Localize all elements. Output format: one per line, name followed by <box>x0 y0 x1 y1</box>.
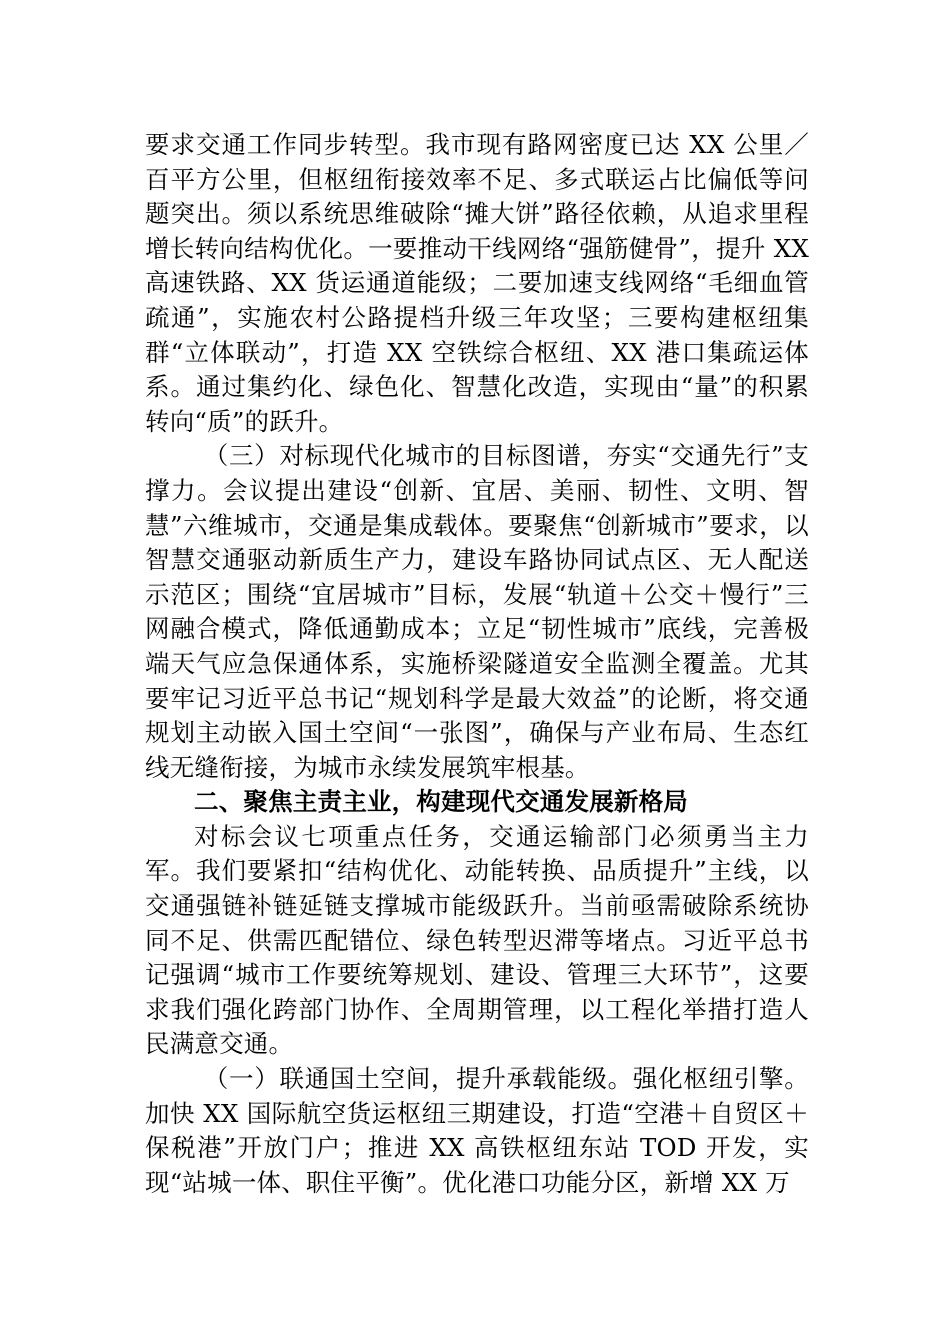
section-heading-two: 二、聚焦主责主业，构建现代交通发展新格局 <box>194 787 688 817</box>
paragraph-continued: 要求交通工作同步转型。我市现有路网密度已达 XX 公里／百平方公里，但枢纽衔接效率不足、多式联运占比偏低等问题突出。须以系统思维破除“摊大饼”路径依赖，从追求里程增长转向结构优化。一要推动干线网络“强筋健骨”，提升 XX 高速铁路、XX 货运通道能级；二要加速支线网络“毛细血管疏通”，实施农村公路提档升级三年攻坚；三要构建枢纽集群“立体联动”，打造 XX 空铁综合枢纽、XX 港口集疏运体系。通过集约化、绿色化、智慧化改造，实现由“量”的积累转向“质”的跃升。 <box>145 130 809 436</box>
paragraph-section-three: （三）对标现代化城市的目标图谱，夯实“交通先行”支撑力。会议提出建设“创新、宜居、美丽、韧性、文明、智慧”六维城市，交通是集成载体。要聚焦“创新城市”要求，以智慧交通驱动新质生产力，建设车路协同试点区、无人配送示范区；围绕“宜居城市”目标，发展“轨道＋公交＋慢行”三网融合模式，降低通勤成本；立足“韧性城市”底线，完善极端天气应急保通体系，实施桥梁隧道安全监测全覆盖。尤其要牢记习近平总书记“规划科学是最大效益”的论断，将交通规划主动嵌入国土空间“一张图”，确保与产业布局、生态红线无缝衔接，为城市永续发展筑牢根基。 <box>145 441 809 782</box>
paragraph-key-tasks: 对标会议七项重点任务，交通运输部门必须勇当主力军。我们要紧扣“结构优化、动能转换、品质提升”主线，以交通强链补链延链支撑城市能级跃升。当前亟需破除系统协同不足、供需匹配错位、绿色转型迟滞等堵点。习近平总书记强调“城市工作要统筹规划、建设、管理三大环节”，这要求我们强化跨部门协作、全周期管理，以工程化举措打造人民满意交通。 <box>145 821 809 1059</box>
document-page <box>145 128 809 1200</box>
paragraph-subsection-one: （一）联通国土空间，提升承载能级。强化枢纽引擎。加快 XX 国际航空货运枢纽三期建设，打造“空港＋自贸区＋保税港”开放门户；推进 XX 高铁枢纽东站 TOD 开发，实现“站城一体、职住平衡”。优化港口功能分区，新增 XX 万 <box>145 1064 809 1197</box>
